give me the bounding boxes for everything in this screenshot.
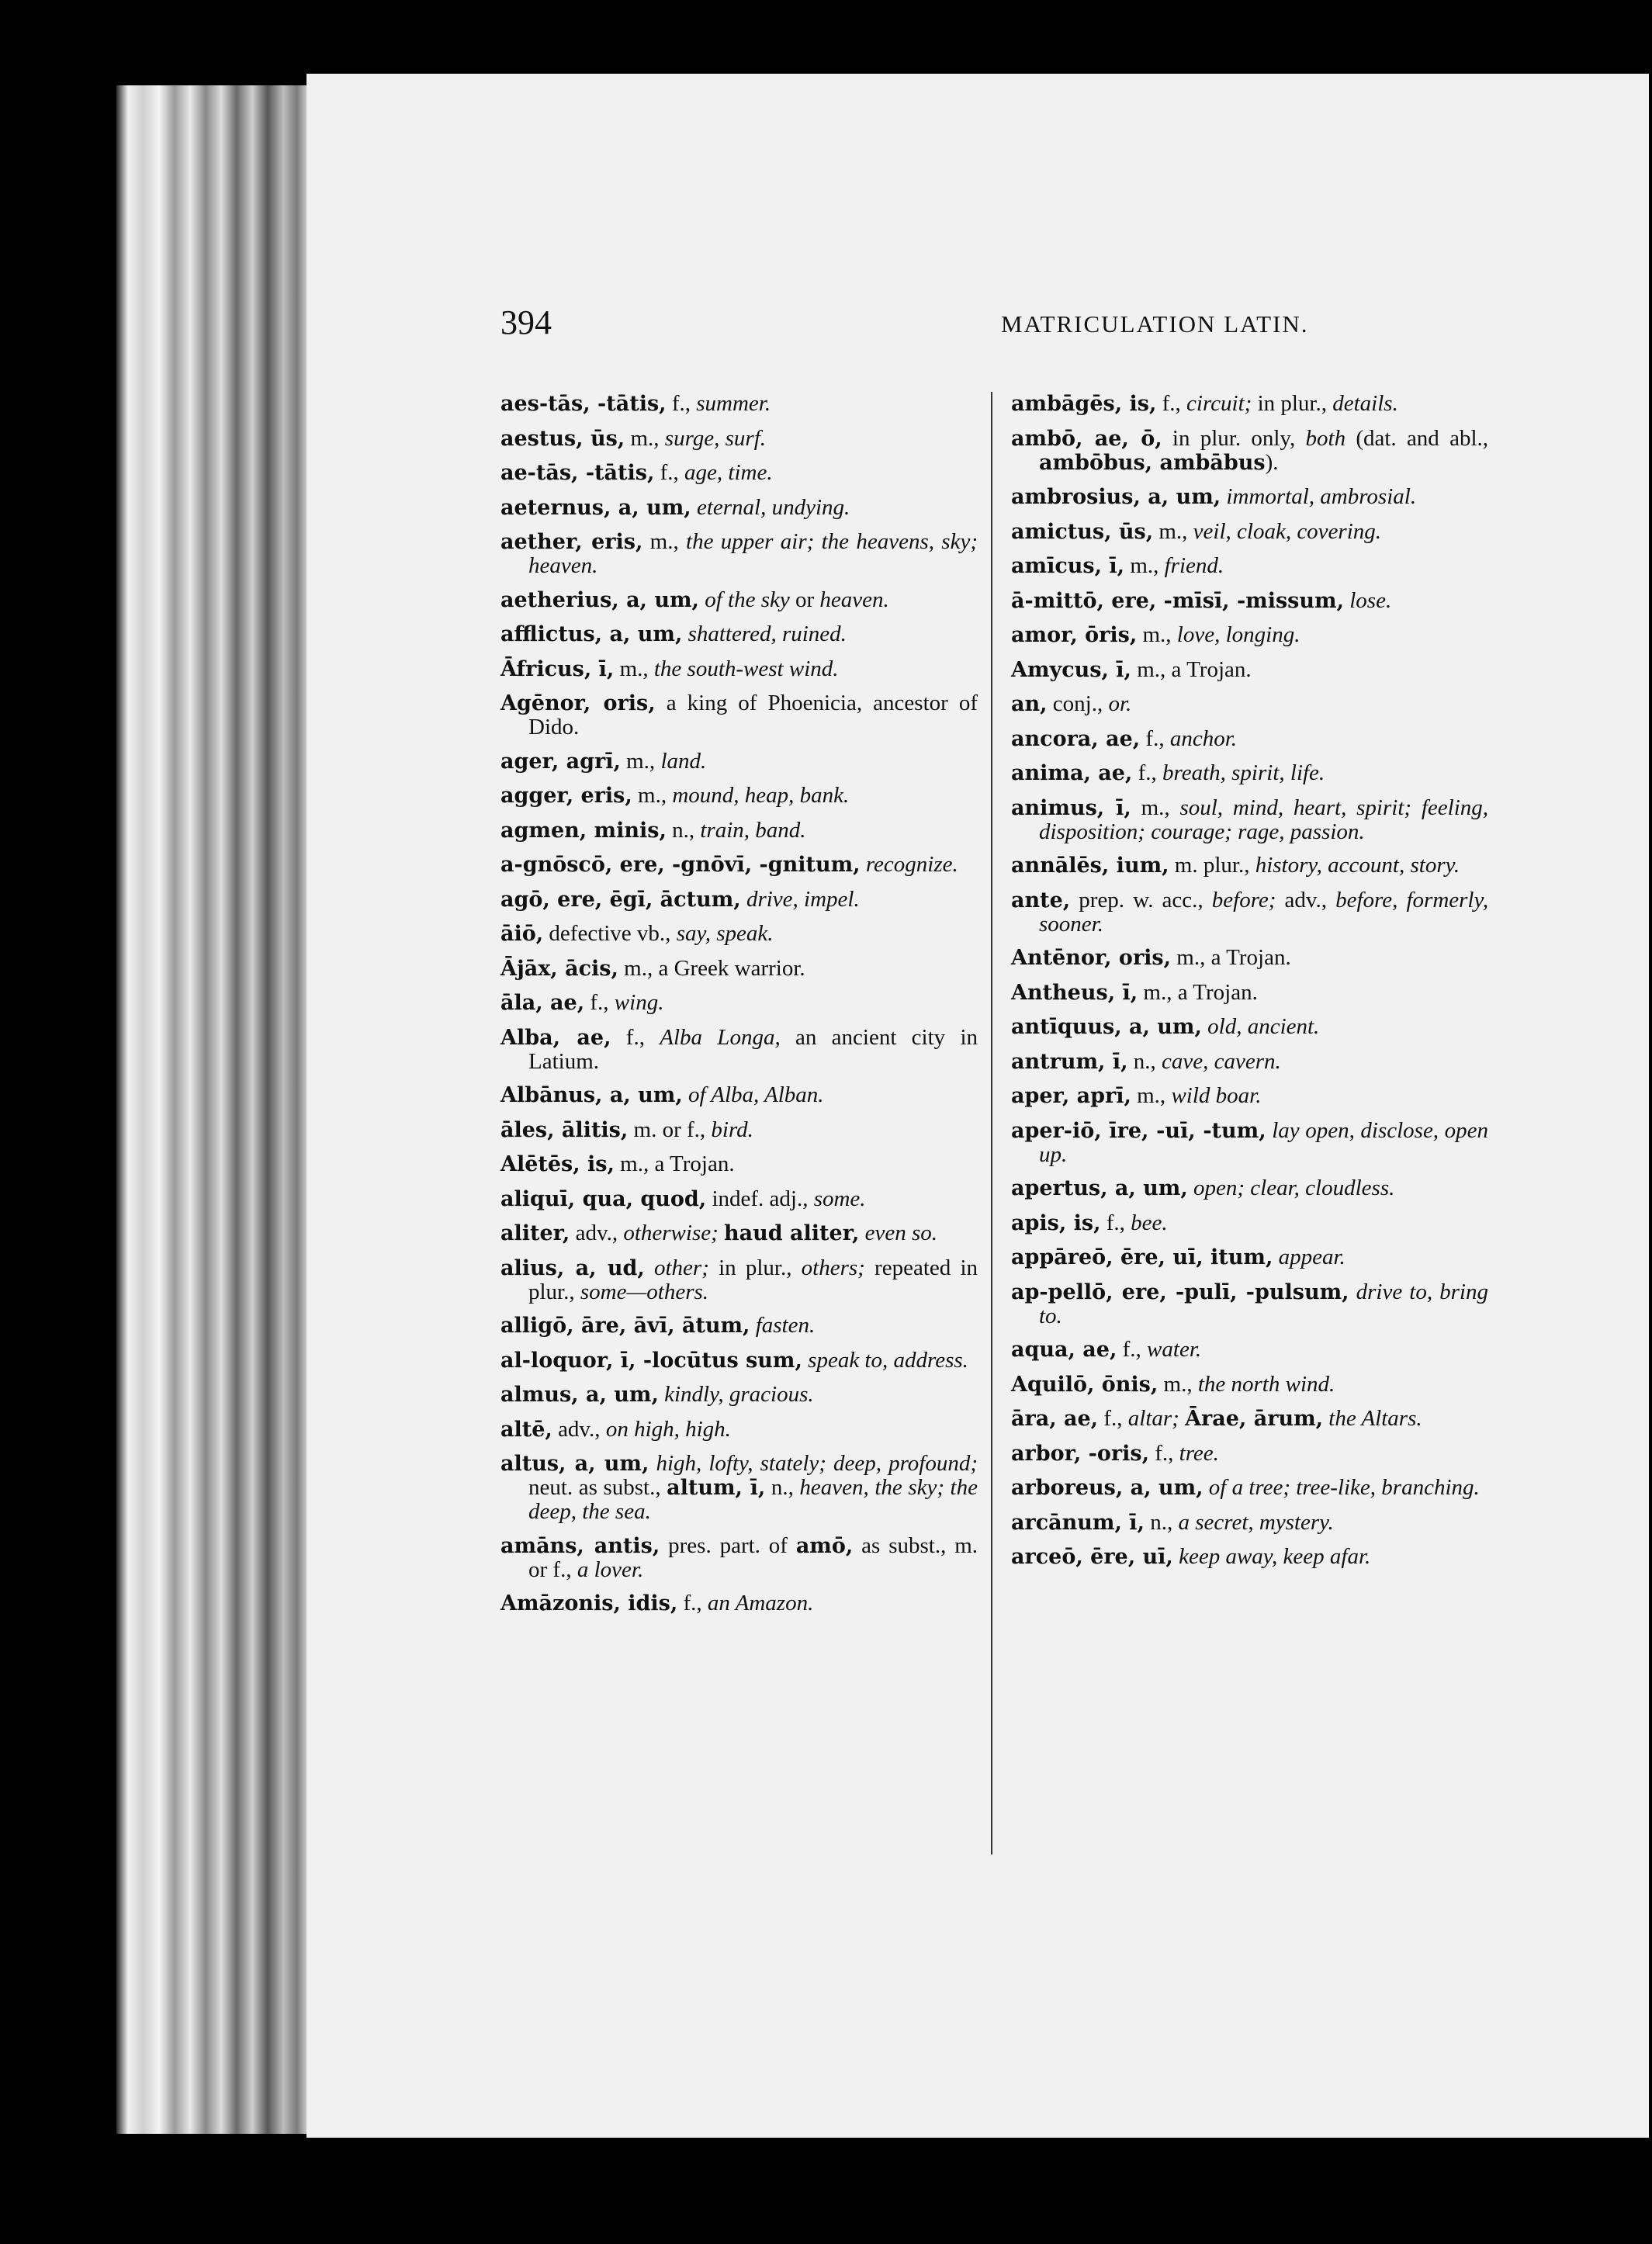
entry-headword: aestus, ūs, [500, 426, 625, 451]
dictionary-entry [500, 1118, 978, 1142]
entry-text: m., a Trojan. [1131, 656, 1252, 682]
entry-definition: heaven, the sky; the deep, the sea. [528, 1475, 978, 1524]
entry-definition: or. [1108, 691, 1132, 716]
entry-headword: apertus, a, um, [1011, 1176, 1188, 1200]
dictionary-entry [500, 1152, 978, 1176]
dictionary-entry [1011, 1338, 1488, 1362]
dictionary-entry [500, 750, 978, 774]
entry-definition: circuit; [1186, 391, 1252, 416]
entry-text: m., a Trojan. [1138, 979, 1258, 1005]
dictionary-entry [500, 1452, 978, 1523]
entry-text: neut. as subst., [528, 1475, 667, 1500]
entry-text: n., [1127, 1048, 1162, 1074]
entry-headword: ancora, ae, [1011, 726, 1141, 751]
entry-headword: aper, aprī, [1011, 1084, 1131, 1108]
entry-definition: veil, cloak, covering. [1193, 518, 1382, 544]
entry-text: m., [632, 783, 673, 808]
entry-definition: cave, cavern. [1161, 1048, 1281, 1074]
entry-definition: breath, spirit, life. [1162, 760, 1325, 785]
dictionary-entry [500, 461, 978, 485]
entry-headword: anima, ae, [1011, 761, 1133, 785]
entry-definition: soul, mind, heart, spirit; feeling, disposition; courage; rage, passion. [1039, 795, 1489, 844]
entry-headword: āra, ae, [1011, 1407, 1099, 1431]
entry-headword: amō, [795, 1533, 854, 1558]
entry-definition: the north wind. [1197, 1371, 1335, 1397]
entry-definition: some—others. [580, 1279, 709, 1304]
entry-definition: summer. [696, 391, 771, 416]
entry-text: f., [611, 1024, 660, 1050]
entry-definition: high, lofty, stately; deep, profound; [656, 1451, 978, 1476]
entry-headword: ager, agrī, [500, 749, 621, 774]
entry-headword: aeternus, a, um, [500, 495, 691, 520]
entry-definition: immortal, ambrosial. [1226, 484, 1417, 509]
entry-definition: wild boar. [1171, 1083, 1262, 1108]
entry-headword: āla, ae, [500, 991, 585, 1015]
entry-definition: of Alba, Alban. [687, 1082, 824, 1107]
entry-text [859, 1221, 864, 1245]
entry-headword: agō, ere, ēgī, āctum, [500, 887, 741, 912]
entry-text [645, 1255, 654, 1280]
right-column [1011, 392, 1488, 1580]
entry-headword: almus, a, um, [500, 1383, 659, 1407]
entry-headword: aether, eris, [500, 530, 643, 554]
entry-text: m., [1131, 1083, 1172, 1108]
entry-definition: shattered, ruined. [687, 622, 847, 646]
entry-text: conj., [1047, 691, 1109, 716]
dictionary-entry [1011, 981, 1488, 1005]
entry-text: in plur., [1252, 391, 1333, 416]
entry-text: prep. w. acc., [1070, 887, 1212, 912]
dictionary-entry [500, 622, 978, 646]
entry-headword: Amāzonis, idis, [500, 1591, 678, 1615]
dictionary-entry [1011, 1476, 1488, 1500]
dictionary-entry [1011, 520, 1488, 544]
entry-text: f., [1140, 725, 1170, 751]
dictionary-entry [500, 427, 978, 451]
entry-definition: details. [1332, 391, 1398, 416]
entry-text: m., [1158, 1371, 1198, 1397]
entry-definition: other; [653, 1255, 709, 1280]
entry-definition: love, longing. [1176, 622, 1300, 647]
entry-headword: antīquus, a, um, [1011, 1015, 1202, 1039]
entry-headword: Alētēs, is, [500, 1152, 615, 1176]
entry-headword: apis, is, [1011, 1210, 1101, 1235]
entry-text [1349, 1280, 1356, 1304]
entry-text: repeated in plur., [528, 1255, 978, 1304]
entry-headword: aper-iō, īre, -uī, -tum, [1011, 1118, 1266, 1143]
dictionary-entry [500, 784, 978, 808]
entry-definition: lose. [1349, 587, 1392, 613]
book-page-edges [116, 85, 310, 2134]
entry-headword: haud aliter, [724, 1221, 860, 1245]
entry-definition: heaven. [819, 587, 889, 612]
entry-headword: Āfricus, ī, [500, 656, 615, 681]
entry-headword: arceō, ēre, uī, [1011, 1545, 1173, 1569]
page-number: 394 [500, 303, 552, 341]
dictionary-entry [500, 922, 978, 946]
entry-definition: fasten. [755, 1313, 816, 1338]
entry-definition: lay open, disclose, open up. [1039, 1117, 1488, 1167]
entry-text: adv., [1276, 887, 1336, 912]
entry-text: indef. adj., [706, 1186, 814, 1211]
entry-headword: arcānum, ī, [1011, 1510, 1145, 1535]
entry-definition: age, time. [684, 460, 773, 485]
entry-definition: tree. [1179, 1440, 1219, 1466]
dictionary-entry [500, 588, 978, 612]
dictionary-entry [1011, 1245, 1488, 1269]
entry-headword: aetherius, a, um, [500, 587, 699, 612]
entry-definition: say, speak. [676, 921, 774, 946]
entry-text: adv., [552, 1416, 606, 1442]
entry-text [691, 495, 697, 520]
entry-text [861, 852, 866, 877]
entry-definition: wing. [614, 990, 664, 1015]
entry-headword: ambōbus, ambābus [1039, 450, 1266, 475]
entry-text: f., [1100, 1210, 1131, 1235]
entry-text [1273, 1245, 1278, 1269]
entry-headword: ambāgēs, is, [1011, 392, 1157, 416]
entry-definition: recognize. [865, 852, 958, 877]
dictionary-entry [500, 530, 978, 577]
entry-headword: Antheus, ī, [1011, 980, 1138, 1005]
dictionary-entry [1011, 946, 1488, 970]
entry-definition: both [1305, 425, 1346, 451]
entry-text: in plur., [708, 1255, 802, 1280]
running-head [500, 303, 1486, 349]
entry-text: m., [642, 529, 687, 554]
entry-headword: annālēs, ium, [1011, 854, 1169, 878]
entry-definition: eternal, undying. [696, 494, 850, 520]
entry-headword: antrum, ī, [1011, 1049, 1128, 1074]
dictionary-entry [500, 1026, 978, 1073]
entry-definition: of the sky [705, 587, 790, 612]
entry-definition: old, ancient. [1207, 1014, 1320, 1039]
entry-headword: aliquī, qua, quod, [500, 1186, 707, 1211]
entry-headword: an, [1011, 692, 1048, 716]
entry-headword: Alba, ae, [500, 1025, 611, 1050]
dictionary-entry [500, 819, 978, 843]
entry-text: m., a Trojan. [614, 1151, 735, 1176]
entry-text: m., [614, 656, 654, 681]
entry-definition: keep away, keep afar. [1179, 1544, 1371, 1569]
entry-text [683, 1082, 688, 1107]
dictionary-entry [500, 392, 978, 416]
entry-headword: alius, a, ud, [500, 1255, 645, 1280]
entry-headword: amictus, ūs, [1011, 519, 1154, 544]
entry-headword: altē, [500, 1417, 552, 1442]
entry-headword: alligō, āre, āvī, ātum, [500, 1314, 750, 1338]
entry-headword: ante, [1011, 888, 1071, 912]
entry-headword: aliter, [500, 1221, 570, 1245]
dictionary-entry [500, 1534, 978, 1581]
entry-definition: a secret, mystery. [1178, 1509, 1334, 1535]
entry-text: m., a Trojan. [1171, 945, 1291, 970]
dictionary-entry [1011, 727, 1488, 751]
entry-headword: aes-tās, -tātis, [500, 392, 667, 416]
entry-definition: altar; [1127, 1406, 1179, 1431]
entry-headword: Albānus, a, um, [500, 1083, 683, 1107]
entry-text: an ancient city in Latium. [528, 1024, 978, 1074]
entry-text: n., [666, 817, 701, 843]
entry-text [1173, 1544, 1179, 1569]
dictionary-entry [1011, 692, 1488, 716]
entry-headword: appāreō, ēre, uī, itum, [1011, 1245, 1273, 1269]
entry-definition: an Amazon. [707, 1591, 814, 1615]
entry-text: f., [1132, 760, 1162, 785]
entry-headword: ap-pellō, ere, -pulī, -pulsum, [1011, 1280, 1349, 1304]
entry-definition: before; [1211, 887, 1276, 912]
dictionary-entry [1011, 1176, 1488, 1200]
entry-definition: drive to, bring to. [1039, 1279, 1488, 1328]
entry-headword: Aquilō, ōnis, [1011, 1372, 1158, 1397]
entry-text: m., a Greek warrior. [618, 955, 805, 981]
entry-text: m., [620, 748, 661, 774]
entry-definition: even so. [864, 1221, 938, 1245]
page-title: MATRICULATION LATIN. [1001, 310, 1309, 338]
entry-text: ). [1265, 449, 1279, 475]
dictionary-entry [1011, 589, 1488, 613]
entry-definition: some. [813, 1186, 866, 1211]
entry-definition: anchor. [1169, 725, 1238, 751]
dictionary-entry [1011, 1545, 1488, 1569]
entry-definition: on high, high. [605, 1416, 731, 1442]
dictionary-entry [1011, 1119, 1488, 1166]
entry-headword: afflictus, a, um, [500, 622, 683, 646]
entry-definition: bee. [1131, 1210, 1168, 1235]
entry-text [741, 887, 746, 912]
dictionary-entry [1011, 1084, 1488, 1108]
entry-text [1204, 1475, 1209, 1500]
entry-headword: arbor, -oris, [1011, 1441, 1149, 1466]
entry-headword: Antēnor, oris, [1011, 946, 1172, 970]
entry-headword: altum, ī, [667, 1476, 766, 1500]
dictionary-entry [1011, 485, 1488, 509]
entry-definition: the Altars. [1328, 1406, 1422, 1431]
entry-text [682, 622, 687, 646]
entry-text: adv., [570, 1221, 624, 1245]
dictionary-entry [1011, 658, 1488, 682]
dictionary-entry [1011, 427, 1488, 475]
entry-headword: Amycus, ī, [1011, 657, 1131, 682]
entry-text: pres. part. of [660, 1532, 796, 1558]
dictionary-entry [500, 1083, 978, 1107]
dictionary-entry [500, 1383, 978, 1407]
entry-text: (dat. and abl., [1345, 425, 1488, 451]
entry-text: m., [1137, 622, 1177, 647]
entry-text: f., [1117, 1337, 1148, 1362]
dictionary-entry [500, 1418, 978, 1442]
entry-definition: bird. [711, 1117, 753, 1142]
entry-text: f., [677, 1591, 708, 1615]
dictionary-entry [500, 1187, 978, 1211]
entry-headword: amāns, antis, [500, 1533, 660, 1558]
dictionary-entry [1011, 623, 1488, 647]
entry-definition: the south-west wind. [653, 656, 839, 681]
entry-headword: amor, ōris, [1011, 623, 1138, 647]
dictionary-entry [1011, 392, 1488, 416]
column-rule [991, 392, 992, 1854]
entry-definition: the upper air; the heavens, sky; heaven. [528, 529, 978, 578]
entry-headword: aqua, ae, [1011, 1338, 1117, 1362]
entry-text [719, 1221, 724, 1245]
entry-text: n., [1144, 1509, 1179, 1535]
entry-definition: Alba Longa, [660, 1024, 781, 1050]
entry-text: f., [654, 460, 685, 485]
dictionary-entry [1011, 1050, 1488, 1074]
dictionary-entry [1011, 854, 1488, 878]
entry-definition: kindly, gracious. [664, 1382, 814, 1407]
entry-definition: open; clear, cloudless. [1193, 1176, 1395, 1200]
entry-text: m., [625, 425, 665, 451]
entry-text: f., [584, 990, 615, 1015]
entry-headword: āiō, [500, 922, 544, 946]
entry-text: f., [1098, 1406, 1128, 1431]
entry-definition: history, account, story. [1255, 853, 1460, 878]
dictionary-entry [1011, 1442, 1488, 1466]
entry-headword: agger, eris, [500, 784, 632, 808]
entry-headword: altus, a, um, [500, 1452, 649, 1476]
dictionary-entry [1011, 1211, 1488, 1235]
entry-headword: ae-tās, -tātis, [500, 461, 655, 485]
entry-definition: of a tree; tree-like, branching. [1208, 1475, 1480, 1500]
entry-definition: land. [660, 748, 707, 774]
entry-definition: drive, impel. [746, 886, 860, 912]
entry-text: n., [765, 1475, 800, 1500]
dictionary-entry [1011, 1280, 1488, 1328]
dictionary-entry [1011, 554, 1488, 578]
dictionary-entry [500, 691, 978, 739]
entry-text: f., [1156, 391, 1187, 416]
dictionary-entry [1011, 761, 1488, 785]
entry-text: f., [666, 391, 697, 416]
dictionary-entry [1011, 1511, 1488, 1535]
entry-definition: before, formerly, sooner. [1039, 887, 1488, 937]
dictionary-entry [1011, 1407, 1488, 1431]
entry-text: m. or f., [628, 1117, 712, 1142]
dictionary-entry [1011, 1373, 1488, 1397]
entry-headword: amīcus, ī, [1011, 554, 1125, 578]
entry-headword: arboreus, a, um, [1011, 1476, 1204, 1500]
dictionary-entry [500, 888, 978, 912]
entry-text: or [789, 587, 820, 612]
entry-headword: Agēnor, oris, [500, 691, 656, 715]
entry-text [750, 1313, 755, 1338]
dictionary-entry [1011, 1015, 1488, 1039]
dictionary-entry [1011, 796, 1488, 843]
entry-definition: others; [801, 1255, 865, 1280]
dictionary-entry [500, 1221, 978, 1245]
entry-headword: animus, ī, [1011, 795, 1131, 820]
entry-definition: surge, surf. [664, 425, 767, 451]
entry-headword: Ājāx, ācis, [500, 956, 618, 981]
dictionary-entry [500, 496, 978, 520]
entry-text: in plur. only, [1162, 425, 1306, 451]
entry-headword: agmen, minis, [500, 818, 667, 843]
dictionary-entry [500, 1256, 978, 1304]
entry-definition: water. [1147, 1337, 1202, 1362]
dictionary-entry [500, 1591, 978, 1615]
dictionary-page [307, 74, 1649, 2138]
entry-headword: al-loquor, ī, -locūtus sum, [500, 1348, 802, 1373]
dictionary-entry [500, 853, 978, 877]
entry-text: a king of Phoenicia, ancestor of Dido. [528, 691, 978, 739]
entry-headword: a-gnōscō, ere, -gnōvī, -gnitum, [500, 853, 861, 877]
dictionary-entry [500, 1349, 978, 1373]
entry-headword: āles, ālitis, [500, 1117, 629, 1142]
dictionary-entry [500, 991, 978, 1015]
entry-text: defective vb., [543, 921, 677, 946]
dictionary-entry [500, 957, 978, 981]
entry-definition: mound, heap, bank. [672, 783, 850, 808]
entry-text: m. plur., [1169, 853, 1255, 878]
entry-text: m., [1124, 553, 1165, 578]
dictionary-entry [1011, 888, 1488, 936]
entry-definition: otherwise; [623, 1221, 719, 1245]
entry-headword: ambrosius, a, um, [1011, 485, 1221, 509]
entry-text: m., [1131, 795, 1180, 820]
entry-headword: Ārae, ārum, [1185, 1407, 1324, 1431]
entry-definition: a lover. [577, 1557, 644, 1582]
entry-text [1188, 1176, 1193, 1200]
dictionary-entry [500, 657, 978, 681]
left-column [500, 392, 978, 1626]
entry-headword: ambō, ae, ō, [1011, 426, 1162, 451]
entry-definition: train, band. [700, 817, 806, 843]
entry-text: m., [1153, 518, 1193, 544]
entry-text [1179, 1406, 1185, 1431]
entry-text: f., [1148, 1440, 1179, 1466]
dictionary-entry [500, 1314, 978, 1338]
entry-definition: friend. [1164, 553, 1224, 578]
entry-definition: speak to, address. [808, 1347, 968, 1373]
entry-headword: ā-mittō, ere, -mīsī, -missum, [1011, 588, 1344, 613]
entry-text: as subst., m. or f., [528, 1532, 978, 1582]
entry-definition: appear. [1278, 1245, 1345, 1269]
